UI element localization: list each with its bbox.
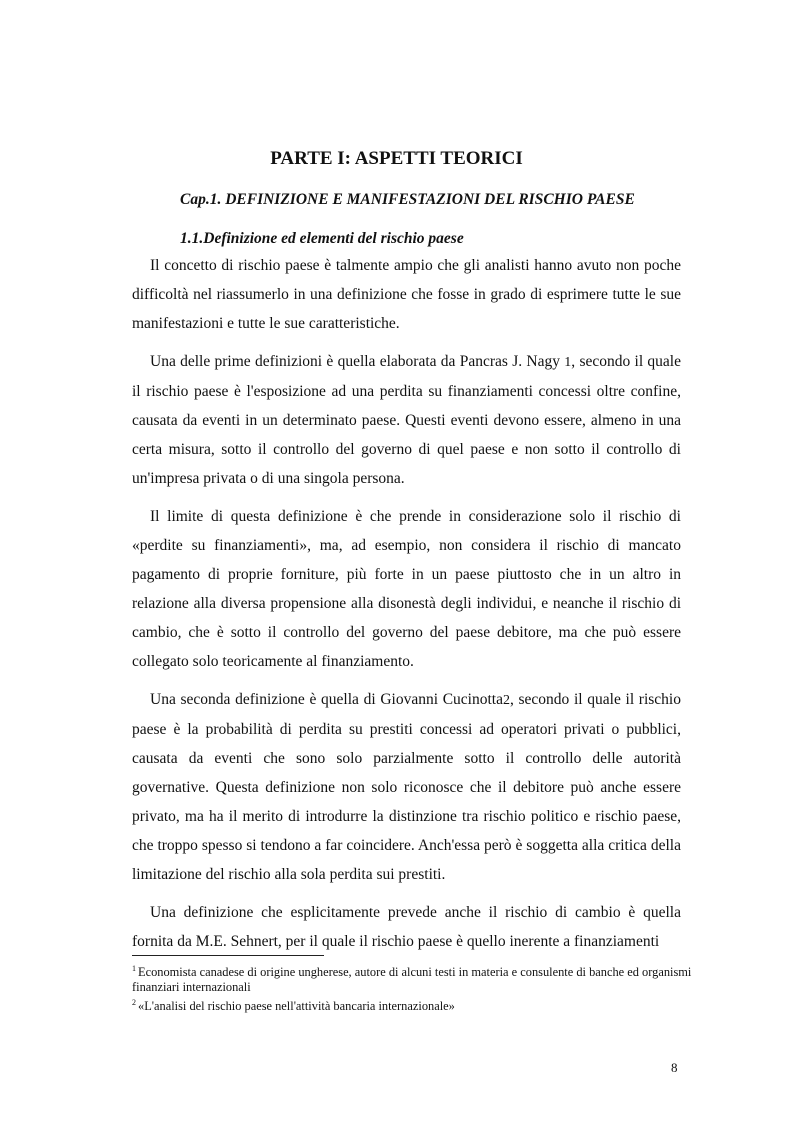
footnote-separator (132, 955, 324, 956)
footnote-2 (132, 995, 692, 1014)
footnotes (132, 961, 692, 1014)
footnote-1-mark: 1 (132, 964, 136, 973)
footnote-ref-2: 2 (502, 693, 510, 708)
paragraph-3: Il limite di questa definizione è che prende in considerazione solo il rischio di «perdite su finanziamenti», ma, ad esempio, non considera il rischio di mancato pagamento di proprie forniture, più forte in un paese piuttosto che in un altro in relazione alla diversa propensione alla disonestà degli individui, e neanche il rischio di cambio, che è sotto il controllo del governo del paese debitore, ma che può essere collegato solo teoricamente al finanziamento. (132, 508, 681, 670)
footnote-1-text: Economista canadese di origine ungherese, autore di alcuni testi in materia e consulente di banche ed organismi finanziari internazionali (132, 965, 692, 995)
footnote-1 (132, 961, 692, 995)
section-title: 1.1.Definizione ed elementi del rischio paese (180, 230, 464, 247)
footnote-2-mark: 2 (132, 998, 136, 1008)
paragraph-1: Il concetto di rischio paese è talmente ampio che gli analisti hanno avuto non poche difficoltà nel riassumerlo in una definizione che fosse in grado di esprimere tutte le sue manifestazioni e tutte le sue caratteristiche. (132, 257, 681, 332)
chapter-title: Cap.1. DEFINIZIONE E MANIFESTAZIONI DEL RISCHIO PAESE (180, 191, 635, 208)
paragraph-2-text-b: , secondo il quale il rischio paese è l'esposizione ad una perdita su finanziamenti concessi oltre confine, causata da eventi in un determinato paese. Questi eventi devono essere, almeno in una certa misura, sotto il controllo del governo di quel paese e non sotto il controllo di un'impresa privata o di una singola persona. (132, 353, 681, 487)
part-title: PARTE I: ASPETTI TEORICI (270, 148, 523, 169)
paragraph-4 (132, 685, 681, 889)
paragraph-2-text-a: Una delle prime definizioni è quella elaborata da Pancras J. Nagy (150, 353, 565, 370)
paragraph-4-text-b: , secondo il quale il rischio paese è la probabilità di perdita su prestiti concessi ad operatori privati o pubblici, causata da eventi che sono solo parzialmente sotto il controllo delle autorità governative. Questa definizione non solo riconosce che il debitore può anche essere privato, ma ha il merito di introdurre la distinzione tra rischio politico e rischio paese, che troppo spesso si tendono a far coincidere. Anch'essa però è soggetta alla critica della limitazione del rischio alla sola perdita sui prestiti. (132, 691, 681, 883)
body-text (132, 251, 681, 965)
footnote-2-text: «L'analisi del rischio paese nell'attività bancaria internazionale» (138, 999, 455, 1014)
paragraph-5: Una definizione che esplicitamente prevede anche il rischio di cambio è quella fornita da M.E. Sehnert, per il quale il rischio paese è quello inerente a finanziamenti (132, 904, 681, 950)
paragraph-2 (132, 347, 681, 493)
footnote-ref-1: 1 (564, 355, 572, 370)
page-number: 8 (671, 1060, 678, 1075)
paragraph-4-text-a: Una seconda definizione è quella di Giovanni Cucinotta (150, 691, 503, 708)
